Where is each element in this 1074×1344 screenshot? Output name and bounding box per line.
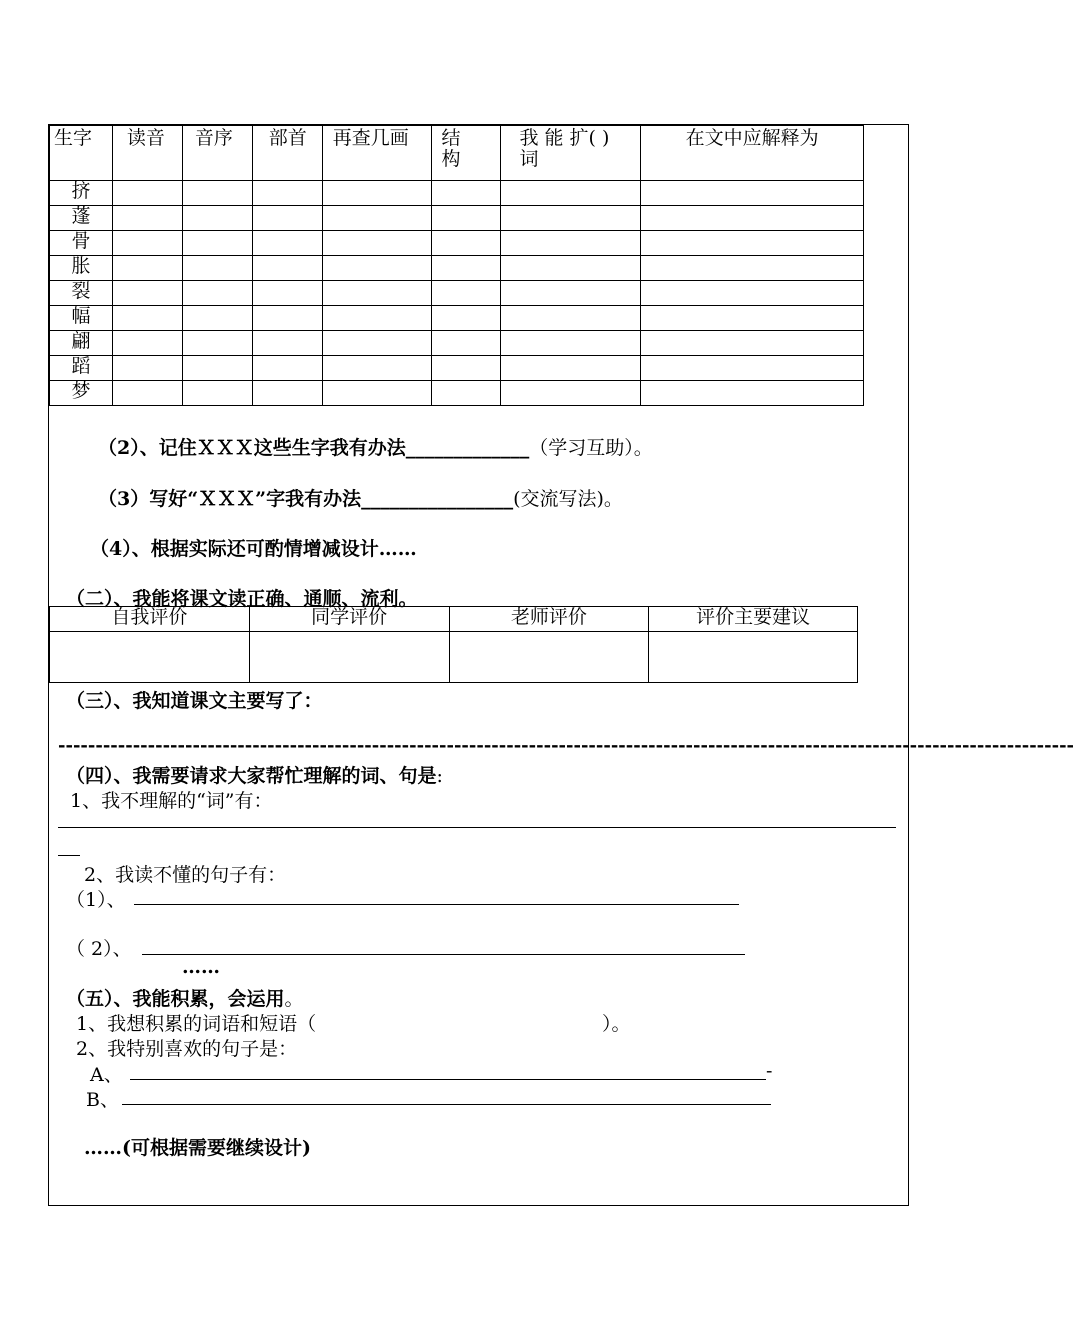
char-cell: 翩 (50, 331, 113, 356)
table-row (50, 331, 864, 356)
table-row (50, 381, 864, 406)
header-cell: 评价主要建议 (649, 607, 858, 632)
vocab-table (49, 125, 864, 406)
footer-note: ……(可根据需要继续设计) (84, 1137, 311, 1159)
table-row (50, 306, 864, 331)
char-cell: 胀 (50, 256, 113, 281)
table-row (50, 281, 864, 306)
header-cell: 音序 (182, 126, 252, 181)
section3-title: （三）、我知道课文主要写了： (66, 690, 323, 712)
answer-line[interactable] (134, 904, 739, 905)
evaluation-header-row (50, 607, 858, 632)
section5-title: （五）、我能积累，会运用。 (66, 988, 304, 1010)
header-cell: 读音 (112, 126, 182, 181)
header-cell: 我 能 扩( ) 词 (501, 126, 641, 181)
item-memorize: （2）、记住ＸＸＸ这些生字我有办法_____________（学习互助）。 (98, 437, 653, 459)
evaluation-table (49, 606, 858, 683)
suggestion-cell[interactable] (649, 632, 858, 683)
collect-words-label: 1、我想积累的词语和短语（ (76, 1013, 317, 1035)
item-design-note: （4）、根据实际还可酌情增减设计…… (90, 538, 417, 560)
vocab-header-row (50, 126, 864, 181)
answer-line[interactable] (122, 1104, 771, 1105)
header-cell: 老师评价 (449, 607, 649, 632)
table-row (50, 256, 864, 281)
header-cell: 部首 (252, 126, 322, 181)
char-cell: 梦 (50, 381, 113, 406)
header-cell: 自我评价 (50, 607, 250, 632)
char-cell: 蓬 (50, 206, 113, 231)
table-row (50, 356, 864, 381)
ellipsis: …… (182, 956, 220, 978)
char-cell: 幅 (50, 306, 113, 331)
unknown-words-label: 1、我不理解的“词”有： (70, 790, 273, 812)
table-row (50, 231, 864, 256)
sentence-1-label: （1）、 (66, 889, 126, 911)
self-eval-cell[interactable] (50, 632, 250, 683)
char-cell: 挤 (50, 181, 113, 206)
favorite-sentences-label: 2、我特别喜欢的句子是： (76, 1038, 298, 1060)
collect-words-end: ）。 (602, 1013, 631, 1035)
dashed-answer-line[interactable]: ---------------------------------------------------------------------------------------------------------------------------------------- (58, 735, 1074, 756)
answer-line[interactable] (58, 827, 896, 828)
table-row (50, 181, 864, 206)
header-cell: 同学评价 (249, 607, 449, 632)
peer-eval-cell[interactable] (249, 632, 449, 683)
option-b-label: B、 (86, 1089, 119, 1111)
item-write: （3）写好“ＸＸＸ”字我有办法________________(交流写法)。 (98, 488, 623, 510)
section4-title: （四）、我需要请求大家帮忙理解的词、句是: (66, 765, 443, 787)
option-a-label: A、 (90, 1064, 123, 1086)
answer-line[interactable] (58, 855, 80, 856)
char-cell: 骨 (50, 231, 113, 256)
header-cell: 生字 (50, 126, 113, 181)
evaluation-input-row[interactable] (50, 632, 858, 683)
header-cell: 在文中应解释为 (641, 126, 864, 181)
option-a-end: - (766, 1060, 773, 1082)
hard-sentences-label: 2、我读不懂的句子有： (84, 864, 287, 886)
answer-line[interactable] (130, 1079, 766, 1080)
section2-title: （二）、我能将课文读正确、通顺、流利。 (66, 588, 418, 610)
table-row (50, 206, 864, 231)
header-cell: 结 构 (431, 126, 501, 181)
answer-line[interactable] (142, 954, 745, 955)
header-cell: 再查几画 (322, 126, 431, 181)
char-cell: 裂 (50, 281, 113, 306)
sentence-2-label: （ 2）、 (66, 938, 132, 960)
char-cell: 蹈 (50, 356, 113, 381)
teacher-eval-cell[interactable] (449, 632, 649, 683)
